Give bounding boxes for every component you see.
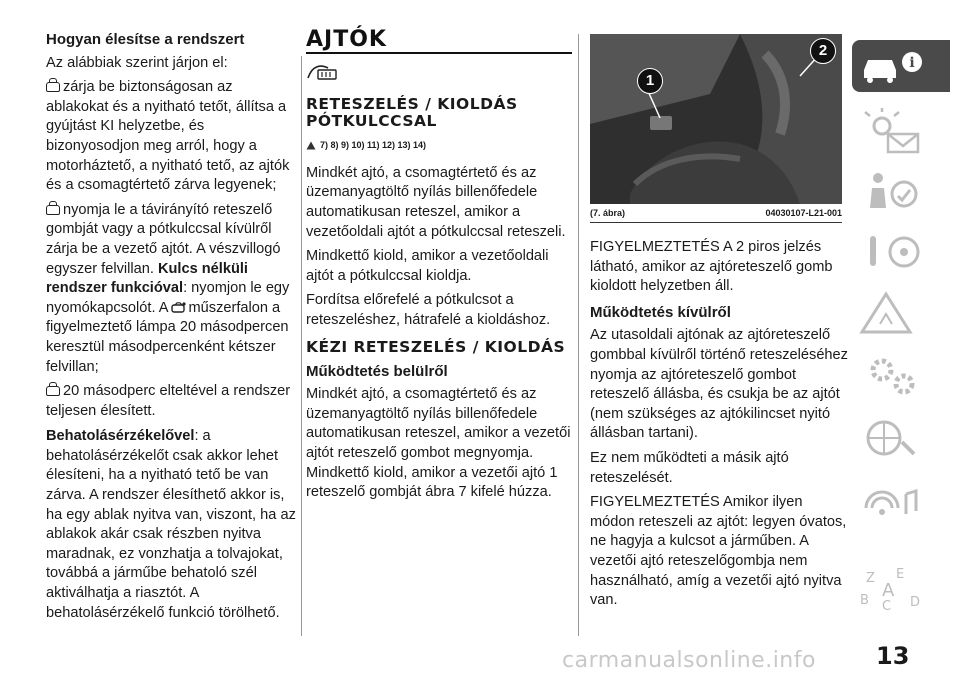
doors-column [306, 27, 572, 508]
figure-caption [590, 208, 842, 218]
starting-driving-icon [852, 226, 950, 278]
key-lock-p1: Mindkét ajtó, a csomagtértető és az üzemanyagtöltő nyílás billenőfedele automatikusan reteszel, amikor a vezetőoldali ajtót a pótkulccsal reteszeli. [306, 164, 566, 240]
tab-technical-data[interactable] [852, 412, 950, 464]
other-door-note: Ez nem működteti a másik ajtó reteszelését. [590, 449, 789, 486]
outside-paragraph: Az utasoldali ajtónak az ajtóreteszelő gombbal kívülről történő reteszeléséhez nyomja az ajtóreteszelő gombot reteszelő állásba, és csukja be az ajtót (nem szükséges az ajtókilincset nyitó állásban tartani). [590, 327, 848, 442]
svg-text:i: i [909, 55, 915, 71]
key-lock-heading: RETESZELÉS / KIOLDÁS PÓTKULCCSAL [306, 95, 518, 131]
chapter-sidebar [852, 36, 950, 636]
warning-red-mark: FIGYELMEZTETÉS A 2 piros jelzés látható, amikor az ajtóreteszelő gomb kioldott helyzetben áll. [590, 239, 833, 295]
warning-refs: 7) 8) 9) 10) 11) 12) 13) 14) [306, 136, 572, 156]
tab-starting-driving[interactable] [852, 226, 950, 278]
svg-text:B: B [860, 593, 869, 608]
multimedia-icon [852, 482, 950, 534]
alarm-lamp-icon [171, 302, 187, 314]
tab-multimedia[interactable] [852, 482, 950, 534]
doors-title: AJTÓK [306, 27, 387, 52]
index-icon [852, 562, 950, 614]
figure-rule [590, 222, 842, 223]
figure-label: (7. ábra) [590, 208, 626, 218]
tab-index[interactable] [852, 562, 950, 614]
svg-text:Z: Z [866, 571, 875, 586]
emergency-icon [852, 288, 950, 340]
inside-heading: Működtetés belülről [306, 362, 448, 380]
key-lock-p2: Mindkettő kiold, amikor a vezetőoldali ajtót a pótkulccsal kioldja. [306, 248, 549, 284]
svg-text:C: C [882, 599, 892, 614]
car-bullet-icon [46, 386, 60, 396]
inside-paragraph: Mindkét ajtó, a csomagtértető és az üzemanyagtöltő nyílás billenőfedele automatikusan reteszel, amikor a vezetői ajtót reteszelő gombot megnyomja. Mindkettő kiold, amikor a vezetői ajtó 1 reteszelő gombját ábra 7 kifelé húzza. [306, 386, 571, 501]
column-divider [578, 34, 579, 636]
car-bullet-icon [46, 205, 60, 215]
manual-lock-heading: KÉZI RETESZELÉS / KIOLDÁS [306, 337, 566, 356]
tab-emergency[interactable] [852, 288, 950, 340]
maintenance-icon [852, 350, 950, 402]
page-number: 13 [876, 642, 910, 670]
tab-car-info[interactable] [852, 40, 950, 92]
outside-heading: Működtetés kívülről [590, 303, 731, 321]
tab-safety[interactable] [852, 166, 950, 218]
tab-warning-lights[interactable] [852, 106, 950, 158]
warning-triangle-icon [306, 141, 316, 150]
door-notes-column [590, 238, 850, 616]
door-interior-illustration [590, 34, 842, 204]
svg-text:D: D [910, 595, 921, 610]
warning-lights-icon [852, 106, 950, 158]
alarm-column [46, 30, 298, 628]
intro-text: Az alábbiak szerint járjon el: [46, 54, 228, 71]
key-lock-icon [306, 60, 340, 82]
step-2: nyomja le a távirányító reteszelő gombját vagy a pótkulccsal kívülről zárja be a vezető ajtót. A vészvillogó egyszer felvillan. Kulcs nélküli rendszer funkcióval: nyomjon le egy nyomókapcsolót. A műszerfalon a figyelmeztető lámpa 20 másodpercen keresztül másodpercenként kétszer felvillan; [46, 201, 290, 375]
figure-code: 04030107-L21-001 [765, 208, 842, 218]
svg-text:E: E [896, 567, 905, 582]
car-bullet-icon [46, 82, 60, 92]
car-info-icon [852, 40, 950, 92]
step-3: 20 másodperc elteltével a rendszer teljesen élesített. [46, 383, 291, 419]
key-lock-p3: Fordítsa előrefelé a pótkulcsot a reteszeléshez, hátrafelé a kioldáshoz. [306, 292, 551, 328]
arming-heading: Hogyan élesítse a rendszert [46, 31, 245, 48]
technical-data-icon [852, 412, 950, 464]
callout-1: 1 [637, 68, 663, 94]
svg-text:A: A [882, 580, 895, 601]
safety-airbag-icon [852, 166, 950, 218]
watermark: carmanualsonline.info [562, 648, 816, 673]
step-1: zárja be biztonságosan az ablakokat és a nyitható tetőt, állítsa a gyújtást KI helyzetbe, és bizonyosodjon meg arról, hogy a motorháztető, a nyitható tető, az ajtók és a csomagtértető zárva legyenek; [46, 79, 290, 194]
door-lock-photo [590, 34, 842, 204]
tab-maintenance[interactable] [852, 350, 950, 402]
key-warning: FIGYELMEZTETÉS Amikor ilyen módon reteszeli az ajtót: legyen óvatos, ne hagyja a kulcsot a járműben. A vezetői ajtó reteszelőgombja nem használható, amíg a vezetői ajtó nyitva van. [590, 494, 847, 609]
callout-2: 2 [810, 38, 836, 64]
column-divider [301, 56, 302, 636]
sensor-paragraph: Behatolásérzékelővel: a behatolásérzékelőt csak akkor lehet élesíteni, ha a nyitható tető be van zárva. A rendszer élesíthető akkor is, ha egy ablak nyitva van, viszont, ha az ablakok akár csak részben nyitva maradnak, ez vonzhatja a tolvajokat, továbbá a járműbe behatoló szél aktiválhatja a riasztót. A behatolásérzékelő funkció törölhető. [46, 428, 296, 621]
